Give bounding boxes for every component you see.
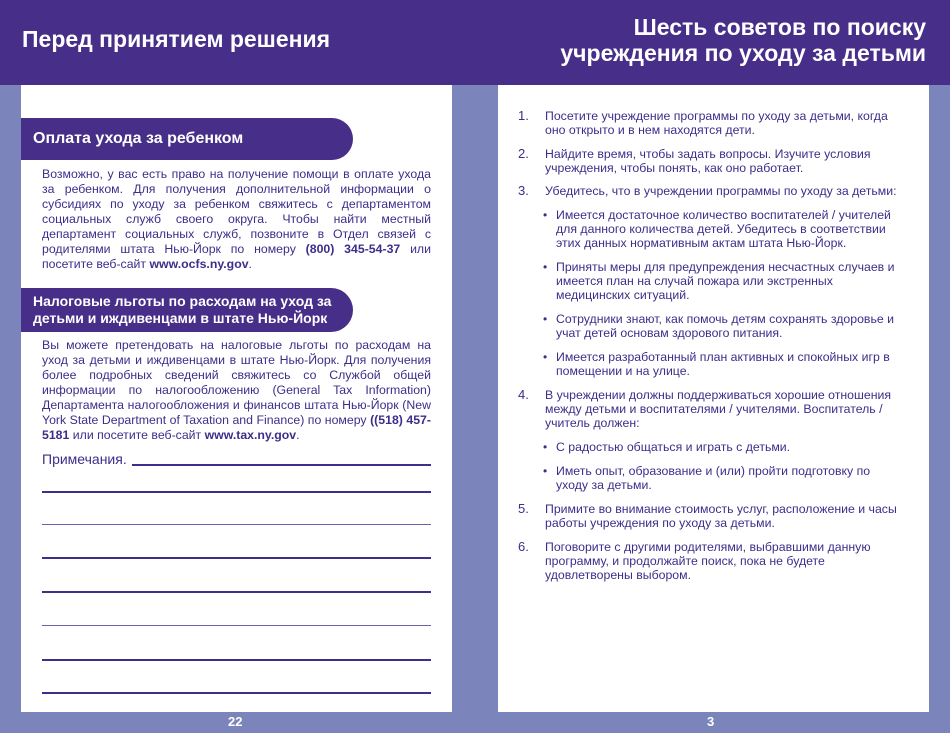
bullet-icon: • [543,312,548,326]
childcare-payment-body-mid: или посетите веб-сайт [42,242,431,271]
notes-label: Примечания. [42,451,127,467]
bullet-text: Приняты меры для предупреждения несчастных случаев и [556,260,895,274]
bullet-text: медицинских ситуаций. [556,288,690,302]
notes-line[interactable] [42,491,431,493]
bullet-icon: • [543,350,548,364]
right-page-title [496,14,926,66]
list-item-text: между детьми и воспитателями / учителями. Воспитатель / [545,402,883,416]
bullet-text: этих данных нормативным актам штата Нью-Йорк. [556,236,847,250]
bullet-text: С радостью общаться и играть с детьми. [556,440,791,454]
bullet-icon: • [543,260,548,274]
list-item-text: учитель должен: [545,416,640,430]
bullet-icon: • [543,208,548,222]
list-item-text: В учреждении должны поддерживаться хорошие отношения [545,388,892,402]
tax-credits-body-end: . [296,428,300,442]
notes-line[interactable] [42,659,431,661]
tax-heading-line-1: Налоговые льготы по расходам на уход за [33,293,332,309]
bullet-text: помещении и на улице. [556,364,690,378]
notes-line[interactable] [132,464,431,466]
bullet-text: Сотрудники знают, как помочь детям сохранять здоровье и [556,312,894,326]
list-item-text: Посетите учреждение программы по уходу за детьми, когда [545,109,888,123]
section-heading-tax-credits [21,288,353,332]
tax-credits-text [42,338,431,443]
bullet-icon: • [543,464,548,478]
childcare-payment-body-end: . [248,257,252,271]
header-banner [0,0,950,85]
list-item-text: Убедитесь, что в учреждении программы по уходу за детьми: [545,184,897,198]
bullet-text: имеется план на случай пожара или экстренных [556,274,833,288]
childcare-payment-body: Возможно, у вас есть право на получение помощи в оплате ухода за ребенком. Для получения дополнительной информации о субсидиях по уходу за ребенком свяжитесь с департаментом социальных служб своего округа. Чтобы найти местный департамент социальных служб, позвоните в Отдел связей с родителями штата Нью-Йорк по номеру [42,167,431,256]
childcare-payment-text [42,167,431,272]
right-title-line-1: Шесть советов по поиску [633,14,926,40]
list-item-text: удовлетворены выбором. [545,568,692,582]
tax-phone: ((518) 457-5181 [42,413,431,442]
ocfs-website-link[interactable]: www.ocfs.ny.gov [149,257,249,271]
right-title-line-2: учреждения по уходу за детьми [560,40,926,66]
list-number: 5. [518,501,529,516]
list-number: 6. [518,539,529,554]
list-number: 2. [518,146,529,161]
ocfs-phone: (800) 345-54-37 [305,242,401,256]
bullet-text: Имеется достаточное количество воспитателей / учителей [556,208,891,222]
bullet-text: Иметь опыт, образование и (или) пройти подготовку по [556,464,871,478]
bullet-text: уходу за детьми. [556,478,652,492]
page-number-right: 3 [707,714,715,729]
notes-line[interactable] [42,692,431,694]
notes-line[interactable] [42,557,431,559]
list-item-text: учреждения, чтобы понять, как оно работает. [545,161,804,175]
left-page-title: Перед принятием решения [22,26,331,52]
list-number: 3. [518,183,529,198]
notes-line[interactable] [42,524,431,525]
bullet-icon: • [543,440,548,454]
bullet-text: Имеется разработанный план активных и спокойных игр в [556,350,890,364]
list-item-text: Найдите время, чтобы задать вопросы. Изучите условия [545,147,871,161]
list-item-text: работы учреждения по уходу за детьми. [545,516,775,530]
notes-line[interactable] [42,591,431,593]
list-number: 4. [518,387,529,402]
tax-heading-line-2: детьми и иждивенцами в штате Нью-Йорк [33,310,328,326]
list-item-text: оно открыто и в нем находятся дети. [545,123,755,137]
tax-website-link[interactable]: www.tax.ny.gov [204,428,297,442]
tax-credits-body-mid: или посетите веб-сайт [69,428,205,442]
list-item-text: Примите во внимание стоимость услуг, расположение и часы [545,502,897,516]
list-item-text: Поговорите с другими родителями, выбравшими данную [545,540,871,554]
section-heading-childcare-payment: Оплата ухода за ребенком [21,118,353,160]
bullet-text: для данного количества детей. Убедитесь в соответствии [556,222,886,236]
bullet-text: учат детей основам здорового питания. [556,326,783,340]
list-number: 1. [518,108,529,123]
tax-credits-body: Вы можете претендовать на налоговые льготы по расходам на уход за детьми и иждивенцами в штате Нью-Йорк. Для получения более подробных сведений свяжитесь со Службой общей информации по налогообложению (General Tax Information) Департамента налогообложения и финансов штата Нью-Йорк (New York State Department of Taxation and Finance) по номеру [42,338,431,427]
list-item-text: программу, и продолжайте поиск, пока не будете [545,554,825,568]
notes-line[interactable] [42,625,431,626]
page-number-left: 22 [228,714,243,729]
